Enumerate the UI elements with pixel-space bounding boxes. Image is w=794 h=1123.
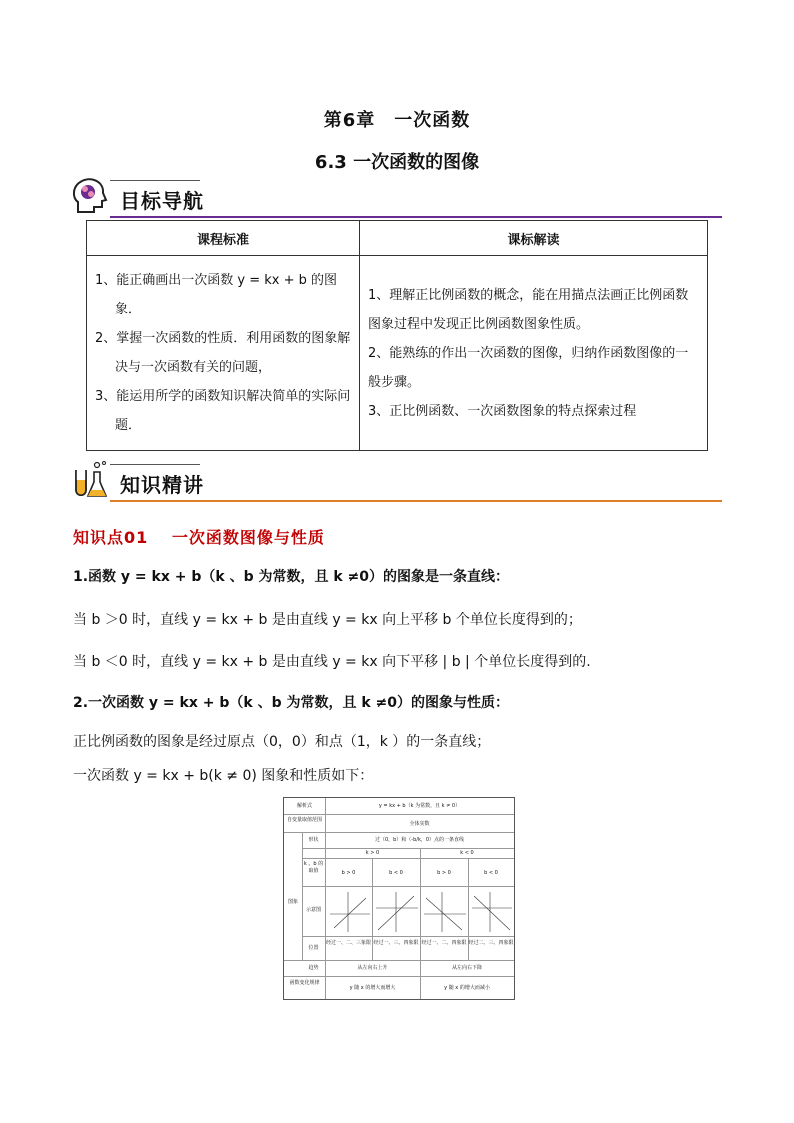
fig-b-case: b < 0 xyxy=(484,870,498,876)
section-heading-knowledge xyxy=(70,462,722,502)
fig-trend: 从左向右上升 xyxy=(357,965,388,971)
fig-position: 经过一、二、三象限 xyxy=(325,940,371,946)
col-header-interpretation: 课标解读 xyxy=(360,221,708,256)
section-heading-text: 知识精讲 xyxy=(120,473,204,497)
fig-k-pos: k > 0 xyxy=(365,850,380,856)
paragraph-3: 当 b ＜0 时，直线 y = kx + b 是由直线 y = kx 向下平移 | b | 个单位长度得到的. xyxy=(73,654,591,670)
fig-k-neg: k < 0 xyxy=(460,850,474,856)
paragraph-4: 2.一次函数 y = kx + b（k 、b 为常数，且 k ≠0）的图象与性质： xyxy=(73,695,509,711)
fig-change-label: 函数变化规律 xyxy=(289,980,320,986)
fig-position-label: 位置 xyxy=(308,945,319,951)
brain-head-icon xyxy=(70,176,110,216)
chapter-title: 第6章 一次函数 xyxy=(323,110,471,131)
fig-sketch-label: 示意图 xyxy=(305,907,321,913)
interpretation-item: 1、理解正比例函数的概念，能在用描点法画正比例函数图象过程中发现正比例函数图象性质。 xyxy=(368,287,689,332)
section-heading-text: 目标导航 xyxy=(120,189,204,213)
fig-position: 经过一、二、四象限 xyxy=(421,940,467,946)
interpretation-item: 2、能熟练的作出一次函数的图像，归纳作函数图像的一般步骤。 xyxy=(368,345,689,390)
fig-trend-label: 趋势 xyxy=(308,965,319,971)
standards-cell xyxy=(87,256,360,451)
fig-b-case: b > 0 xyxy=(341,870,356,876)
fig-domain-label: 自变量取值范围 xyxy=(286,817,322,823)
knowledge-point-title: 知识点01 一次函数图像与性质 xyxy=(73,528,325,547)
fig-trend: 从左向右下降 xyxy=(451,965,482,971)
fig-shape-label: 形状 xyxy=(308,837,319,843)
standard-item: 1、能正确画出一次函数 y = kx + b 的图象． xyxy=(95,273,338,317)
interpretation-item: 3、正比例函数、一次函数图象的特点探索过程 xyxy=(368,403,637,419)
fig-domain-value: 全体实数 xyxy=(409,821,430,827)
col-header-standards: 课程标准 xyxy=(87,221,360,256)
fig-position: 经过二、三、四象限 xyxy=(468,940,514,946)
fig-change: y 随 x 的增大而增大 xyxy=(349,985,396,991)
fig-b-case: b > 0 xyxy=(437,870,451,876)
standard-item: 2、掌握一次函数的性质．利用函数的图象解决与一次函数有关的问题， xyxy=(95,331,351,375)
fig-expr-label: 解析式 xyxy=(296,803,312,809)
section-heading-goals xyxy=(70,178,722,218)
fig-graph-label: 图象 xyxy=(287,899,298,905)
fig-b-case: b < 0 xyxy=(389,870,403,876)
lab-flask-icon xyxy=(70,460,110,500)
sketch-graphs xyxy=(326,888,514,934)
fig-shape-value: 过（0，b）和（-b/k，0）点的一条直线 xyxy=(374,837,465,843)
section-title: 6.3 一次函数的图像 xyxy=(314,152,480,173)
paragraph-2: 当 b ＞0 时，直线 y = kx + b 是由直线 y = kx 向上平移 b 个单位长度得到的； xyxy=(73,612,582,628)
fig-change: y 随 x 的增大而减小 xyxy=(444,985,490,991)
fig-kb-label: k 、b 的取值 xyxy=(303,861,324,874)
standard-item: 3、能运用所学的函数知识解决简单的实际问题． xyxy=(95,389,351,433)
paragraph-5: 正比例函数的图象是经过原点（0，0）和点（1，k ）的一条直线； xyxy=(73,734,491,750)
fig-position: 经过一、三、四象限 xyxy=(373,940,419,946)
paragraph-1: 1.函数 y = kx + b（k 、b 为常数，且 k ≠0）的图象是一条直线： xyxy=(73,569,509,585)
interpretation-cell xyxy=(360,256,708,451)
standards-table xyxy=(86,220,708,451)
fig-expr-value: y = kx + b（k 为常数，且 k ≠ 0） xyxy=(378,803,461,809)
paragraph-6: 一次函数 y = kx + b(k ≠ 0) 图象和性质如下： xyxy=(73,768,374,784)
properties-figure-table xyxy=(283,797,515,1000)
